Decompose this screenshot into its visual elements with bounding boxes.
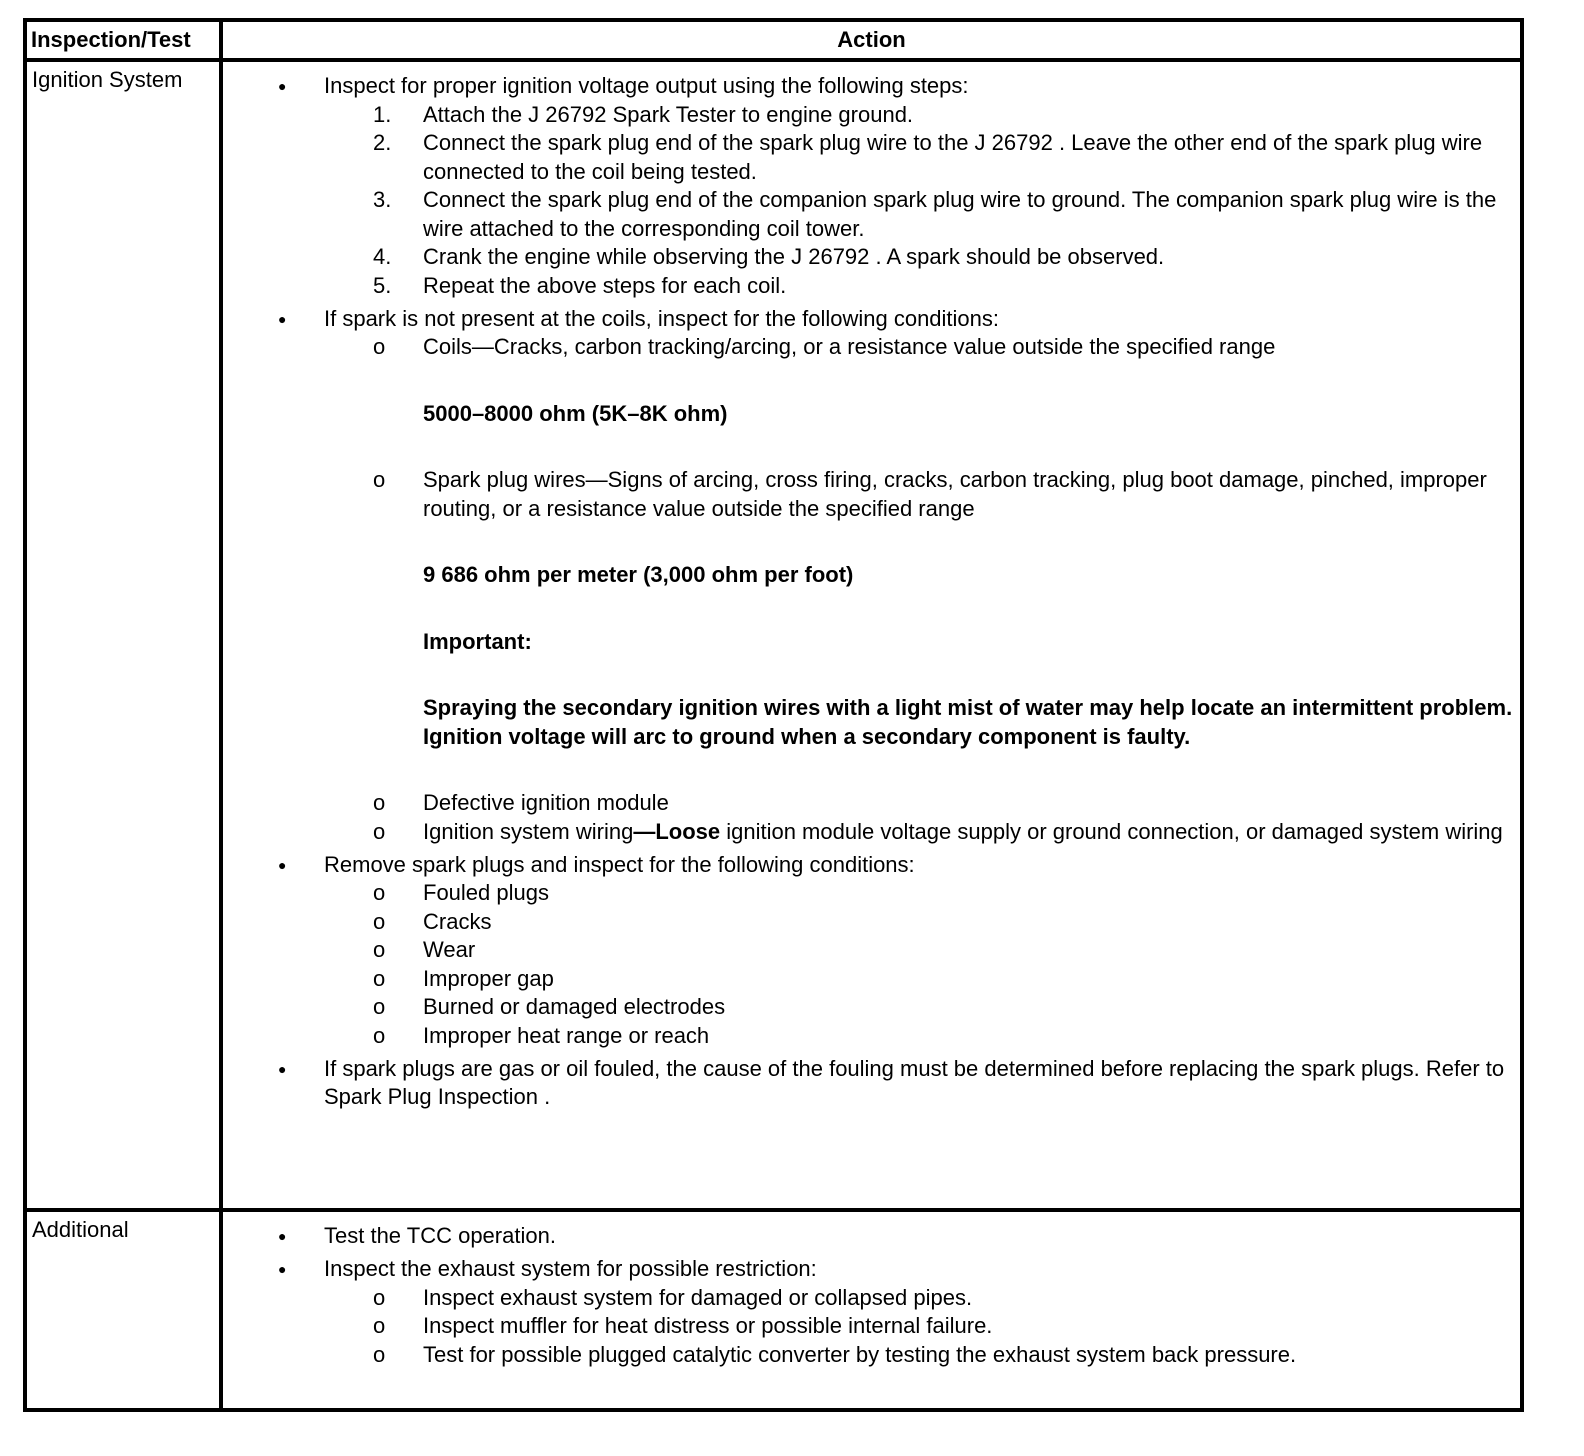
bullet-item: [223, 1055, 1520, 1112]
circle-marker-icon: o: [373, 467, 386, 492]
sub-text: Fouled plugs: [423, 880, 549, 905]
spec-value: 9 686 ohm per meter (3,000 ohm per foot): [423, 562, 854, 587]
bullet-text: Test the TCC operation.: [324, 1223, 556, 1248]
step-number: 5.: [373, 272, 392, 298]
bullet-text: If spark is not present at the coils, inspect for the following conditions:: [324, 305, 1000, 331]
bullet-icon: ●: [278, 78, 287, 94]
spec-value: 5000–8000 ohm (5K–8K ohm): [423, 400, 728, 426]
step-text: Connect the spark plug end of the companion spark plug wire to ground. The companion spark plug wire is the wire attached to the corresponding coil tower.: [423, 187, 1497, 241]
circle-marker-icon: o: [373, 908, 386, 934]
bullet-item: [223, 72, 1520, 101]
table-row-additional: [25, 1210, 1522, 1410]
sub-text: Spark plug wires—Signs of arcing, cross firing, cracks, carbon tracking, plug boot damage, pinched, improper routing, or a resistance value outside the specified range: [423, 467, 1487, 521]
step-item: [223, 272, 1520, 301]
bullet-icon: ●: [278, 1261, 287, 1277]
step-item: [223, 186, 1520, 243]
header-inspection-test: Inspection/Test: [25, 20, 221, 60]
sub-item: [223, 908, 1520, 937]
step-number: 1.: [373, 101, 392, 127]
circle-marker-icon: o: [373, 334, 386, 359]
circle-marker-icon: o: [373, 965, 386, 991]
circle-marker-icon: o: [373, 1284, 386, 1310]
sub-text: Improper heat range or reach: [423, 1022, 710, 1048]
inspection-table: [23, 18, 1524, 1412]
sub-text: Coils—Cracks, carbon tracking/arcing, or a resistance value outside the specified range: [423, 334, 1276, 359]
bullet-item: [223, 1222, 1520, 1251]
sub-item: [223, 789, 1520, 818]
sub-item: [223, 879, 1520, 908]
step-item: [223, 101, 1520, 130]
sub-item: [223, 1022, 1520, 1051]
step-text: Attach the J 26792 Spark Tester to engine ground.: [423, 101, 914, 127]
step-text: Connect the spark plug end of the spark plug wire to the J 26792 . Leave the other end of the spark plug wire connected to the coil being tested.: [423, 130, 1483, 184]
circle-marker-icon: o: [373, 880, 386, 905]
sub-text: ignition module voltage supply or ground connection, or damaged system wiring: [720, 818, 1503, 844]
bullet-icon: ●: [278, 310, 287, 327]
sub-text: Cracks: [423, 908, 492, 934]
action-cell: [221, 60, 1522, 1210]
action-cell: [221, 1210, 1522, 1410]
sub-item: [223, 993, 1520, 1022]
step-number: 2.: [373, 130, 392, 155]
important-note: Spraying the secondary ignition wires with a light mist of water may help locate an intermittent problem. Ignition voltage will arc to ground when a secondary component is faulty.: [423, 695, 1513, 749]
table-row-ignition: [25, 60, 1522, 1210]
bullet-icon: ●: [278, 1060, 287, 1077]
circle-marker-icon: o: [373, 1313, 386, 1338]
sub-item: [223, 1312, 1520, 1341]
bullet-item: [223, 1255, 1520, 1284]
circle-marker-icon: o: [373, 818, 386, 844]
step-text: Crank the engine while observing the J 26792 . A spark should be observed.: [423, 244, 1165, 269]
sub-item: [223, 1284, 1520, 1313]
bullet-text: Inspect the exhaust system for possible restriction:: [324, 1256, 817, 1281]
circle-marker-icon: o: [373, 1022, 386, 1048]
row-label: Ignition System: [25, 60, 221, 1210]
bullet-text: If spark plugs are gas or oil fouled, the cause of the fouling must be determined before replacing the spark plugs. Refer to Spark Plug Inspection .: [324, 1055, 1505, 1109]
sub-text: Test for possible plugged catalytic converter by testing the exhaust system back pressure.: [423, 1341, 1297, 1367]
header-action: Action: [221, 20, 1522, 60]
sub-text-bold: —Loose: [633, 818, 721, 844]
sub-item: [223, 818, 1520, 847]
important-label: Important:: [423, 628, 532, 654]
sub-text: Inspect muffler for heat distress or possible internal failure.: [423, 1313, 993, 1338]
circle-marker-icon: o: [373, 790, 386, 815]
header-row: [25, 20, 1522, 60]
sub-text: Wear: [423, 937, 476, 962]
step-number: 4.: [373, 244, 392, 269]
step-item: [223, 129, 1520, 186]
bullet-text: Remove spark plugs and inspect for the following conditions:: [324, 851, 915, 877]
bullet-icon: ●: [278, 856, 287, 873]
sub-item: [223, 965, 1520, 994]
sub-item: [223, 333, 1520, 428]
sub-item: [223, 936, 1520, 965]
sub-text: Inspect exhaust system for damaged or collapsed pipes.: [423, 1284, 973, 1310]
step-text: Repeat the above steps for each coil.: [423, 272, 787, 298]
sub-text: Improper gap: [423, 965, 554, 991]
circle-marker-icon: o: [373, 1341, 386, 1367]
sub-text: Defective ignition module: [423, 790, 669, 815]
bullet-item: [223, 305, 1520, 334]
bullet-text: Inspect for proper ignition voltage output using the following steps:: [324, 73, 969, 98]
step-number: 3.: [373, 187, 392, 212]
sub-item: [223, 466, 1520, 751]
bullet-icon: ●: [278, 1228, 287, 1244]
sub-text: Burned or damaged electrodes: [423, 994, 726, 1019]
circle-marker-icon: o: [373, 994, 386, 1019]
step-item: [223, 243, 1520, 272]
bullet-item: [223, 851, 1520, 880]
row-label: Additional: [25, 1210, 221, 1410]
sub-text: Ignition system wiring: [423, 818, 634, 844]
sub-item: [223, 1341, 1520, 1370]
circle-marker-icon: o: [373, 937, 386, 962]
